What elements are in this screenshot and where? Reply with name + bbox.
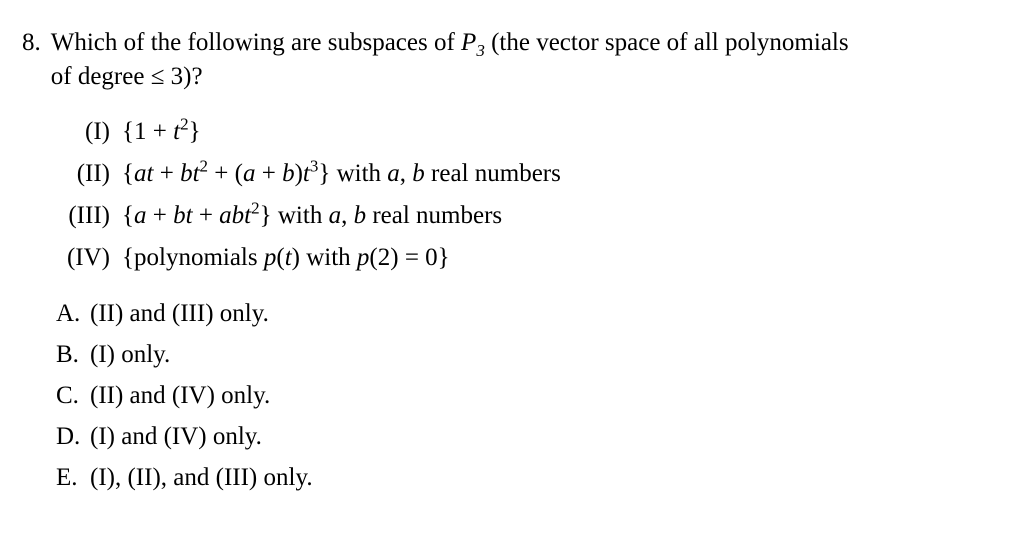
answer-choices [0, 298, 1024, 494]
choice-e[interactable] [56, 462, 1024, 494]
list-item [48, 200, 1024, 232]
choice-text-a: (II) and (III) only. [90, 300, 269, 327]
list-item [48, 242, 1024, 274]
statement-text-4: {polynomials p(t) with p(2) = 0} [122, 244, 450, 271]
choice-a[interactable] [56, 298, 1024, 330]
choice-text-c: (II) and (IV) only. [90, 382, 271, 409]
choice-c[interactable] [56, 380, 1024, 412]
statement-label-3: (III) [68, 202, 110, 229]
choice-b[interactable] [56, 339, 1024, 371]
choice-d[interactable] [56, 421, 1024, 453]
choice-text-b: (I) only. [90, 341, 171, 368]
statement-text-3: {a + bt + abt$^2$} with a, b real numbers [122, 198, 503, 229]
choice-text-e: (I), (II), and (III) only. [90, 464, 313, 491]
choice-label-b: B. [56, 341, 79, 368]
list-item [48, 116, 1024, 148]
list-item [48, 158, 1024, 190]
choice-label-e: E. [56, 464, 78, 491]
statement-label-4: (IV) [66, 244, 110, 271]
choice-label-c: C. [56, 382, 79, 409]
question-line2: of degree ≤ 3)? [50, 63, 203, 90]
question-number: 8. [22, 29, 41, 56]
statement-label-1: (I) [85, 118, 110, 145]
statement-list [0, 116, 1024, 274]
polynomial-space-symbol: $P_3$ [461, 29, 485, 60]
statement-text-1: $\{1 + t^2\}$ [122, 114, 201, 145]
question-block [0, 0, 1024, 94]
question-line1-part1: Which of the following are subspaces of [50, 29, 462, 56]
choice-label-a: A. [56, 300, 81, 327]
question-text [51, 26, 998, 94]
statement-text-2: $\{at + bt^2 + (a + b)t^3\}$ with a, b real numbers [122, 156, 561, 187]
question-line1-part2: (the vector space of all polynomials [484, 29, 849, 56]
choice-label-d: D. [56, 423, 81, 450]
statement-label-2: (II) [76, 160, 110, 187]
choice-text-d: (I) and (IV) only. [90, 423, 262, 450]
